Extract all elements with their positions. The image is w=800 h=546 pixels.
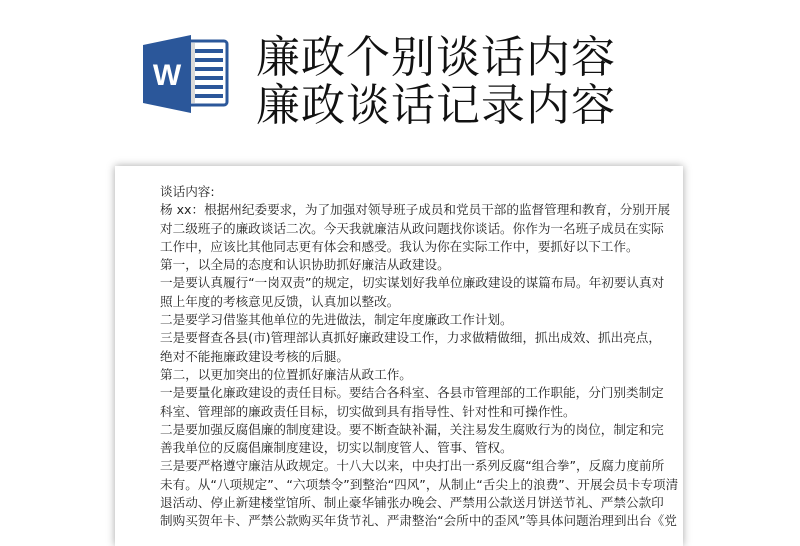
- document-line: 一是要认真履行“一岗双责”的规定，切实谋划好我单位廉政建设的谋篇布局。年初要认真对: [160, 275, 665, 291]
- document-line: 谈话内容:: [160, 184, 215, 199]
- document-line: 科室、管理部的廉政责任目标，切实做到具有指导性、针对性和可操作性。: [160, 403, 576, 419]
- document-line: 绝对不能拖廉政建设考核的后腿。: [160, 348, 349, 364]
- document-line: 未有。从“八项规定”、“六项禁令”到整治“四风”，从制止“舌尖上的浪费”、开展会员卡专项清: [160, 476, 679, 492]
- document-line: 第一，以全局的态度和认识协助抓好廉洁从政建设。: [160, 257, 450, 273]
- document-line: 三是要严格遵守廉洁从政规定。十八大以来，中央打出一系列反腐“组合拳”，反腐力度前所: [160, 458, 665, 474]
- word-icon-letter: W: [152, 59, 182, 92]
- document-page: [115, 166, 683, 546]
- document-body: [160, 183, 679, 531]
- document-line: 三是要督查各县(市)管理部认真抓好廉政建设工作，力求做精做细，抓出成效、抓出亮点，: [160, 330, 661, 346]
- document-line: 一是要量化廉政建设的责任目标。要结合各科室、各县市管理部的工作职能，分门别类制定: [160, 385, 664, 401]
- document-line: 善我单位的反腐倡廉制度建设，切实以制度管人、管事、管权。: [160, 440, 513, 456]
- document-line: 第二，以更加突出的位置抓好廉洁从政工作。: [160, 366, 412, 382]
- page-title: [256, 34, 616, 130]
- document-line: 照上年度的考核意见反馈，认真加以整改。: [160, 293, 400, 309]
- title-line-1: 廉政个别谈话内容: [256, 32, 616, 83]
- document-line: 杨 xx：根据州纪委要求，为了加强对领导班子成员和党员干部的监督管理和教育，分别开展: [160, 202, 671, 218]
- document-line: 工作中，应该比其他同志更有体会和感受。我认为你在实际工作中，要抓好以下工作。: [160, 238, 639, 254]
- title-line-2: 廉政谈话记录内容: [256, 80, 616, 131]
- document-line: 二是要学习借鉴其他单位的先进做法，制定年度廉政工作计划。: [160, 312, 513, 328]
- document-line: 对二级班子的廉政谈话二次。今天我就廉洁从政问题找你谈话。你作为一名班子成员在实际: [160, 220, 664, 236]
- document-line: 制购买贺年卡、严禁公款购买年货节礼、严肃整治“会所中的歪风”等具体问题治理到出台《党: [160, 513, 677, 529]
- document-line: 二是要加强反腐倡廉的制度建设。要不断查缺补漏，关注易发生腐败行为的岗位，制定和完: [160, 421, 664, 437]
- document-line: 退活动、停止新建楼堂馆所、制止豪华铺张办晚会、严禁用公款送月饼送节礼、严禁公款印: [160, 495, 664, 511]
- word-document-icon: [143, 33, 229, 113]
